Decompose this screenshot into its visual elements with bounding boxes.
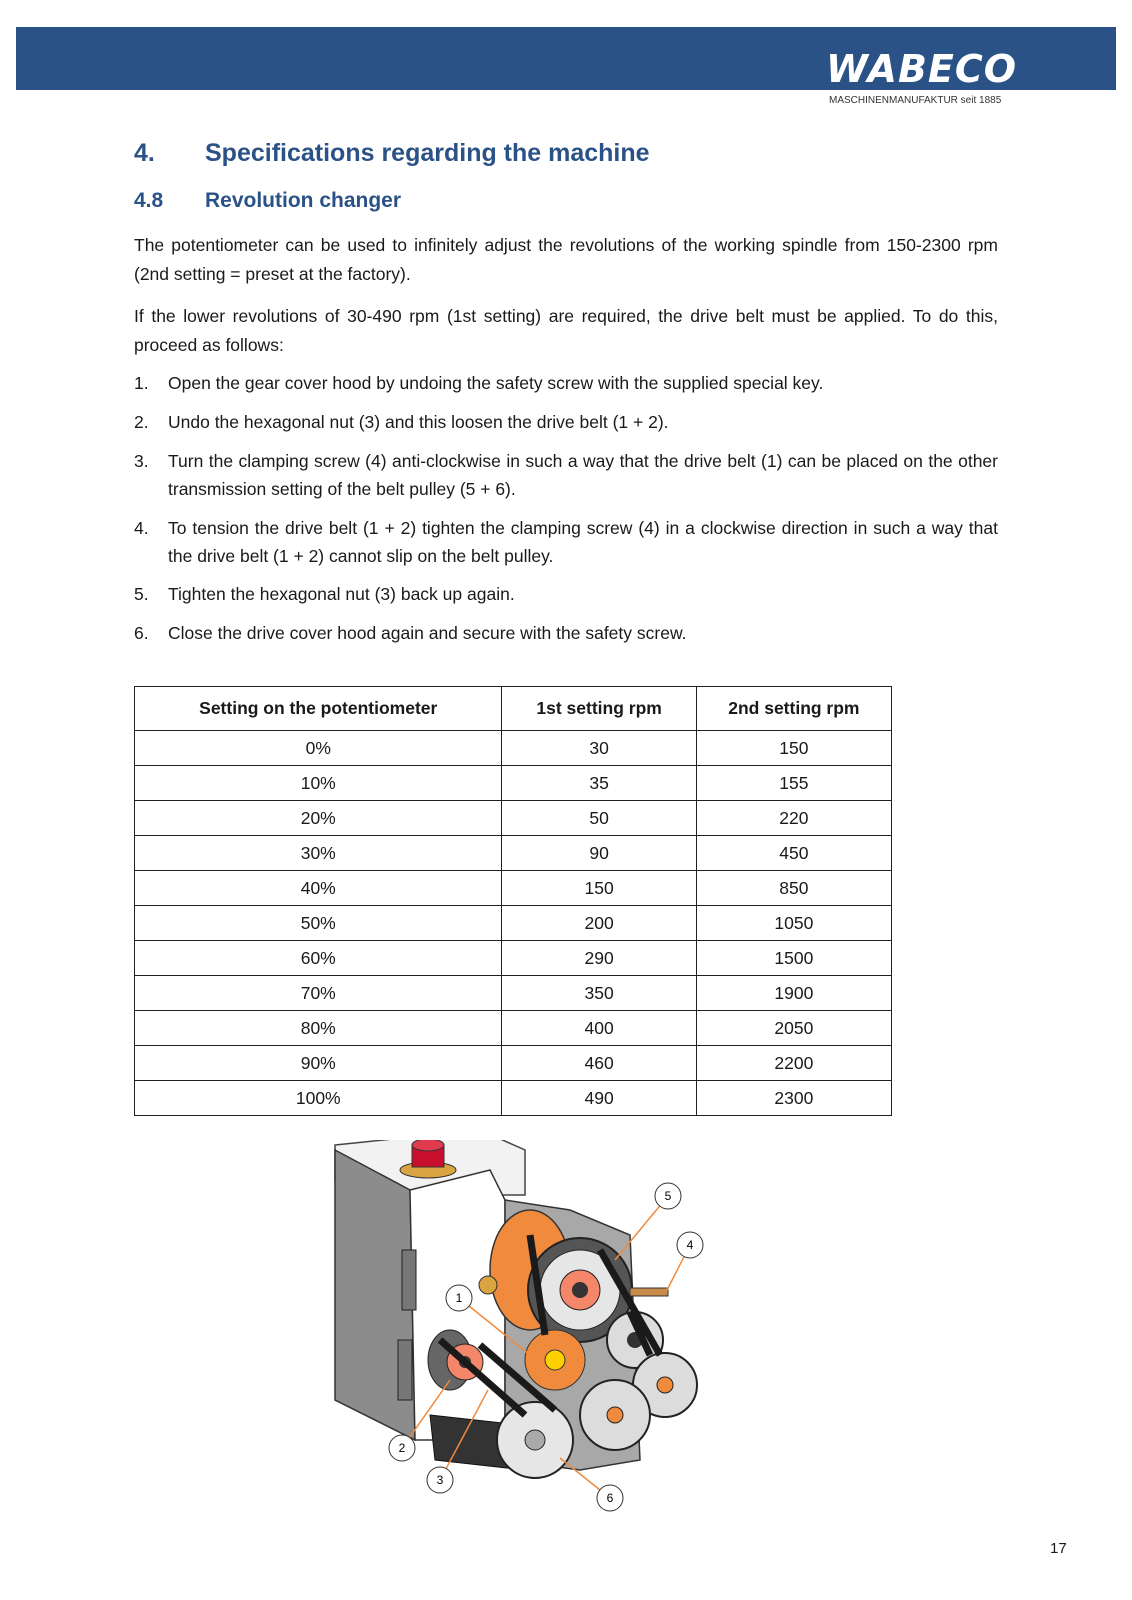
table-row xyxy=(135,801,892,836)
table-cell: 30% xyxy=(135,836,502,871)
table-cell: 30 xyxy=(502,731,696,766)
table-cell: 1900 xyxy=(696,976,891,1011)
column-header: Setting on the potentiometer xyxy=(135,687,502,731)
table-cell: 2300 xyxy=(696,1081,891,1116)
callout-label: 4 xyxy=(686,1238,694,1252)
step-number: 6. xyxy=(134,623,149,643)
table-cell: 2200 xyxy=(696,1046,891,1081)
table-cell: 2050 xyxy=(696,1011,891,1046)
step-text: Turn the clamping screw (4) anti-clockwise in such a way that the drive belt (1) can be placed on the other transmission setting of the belt pulley (5 + 6). xyxy=(168,451,998,499)
table-row xyxy=(135,906,892,941)
step-number: 4. xyxy=(134,518,149,538)
table-cell: 60% xyxy=(135,941,502,976)
table-cell: 450 xyxy=(696,836,891,871)
table-cell: 50% xyxy=(135,906,502,941)
table-cell: 1050 xyxy=(696,906,891,941)
callout-label: 1 xyxy=(455,1291,463,1305)
callout-label: 6 xyxy=(606,1491,614,1505)
page-number: 17 xyxy=(1050,1540,1067,1557)
wabeco-logo: WABECO xyxy=(826,47,1018,91)
table-row xyxy=(135,1081,892,1116)
column-header: 1st setting rpm xyxy=(502,687,696,731)
table-row xyxy=(135,976,892,1011)
step-number: 3. xyxy=(134,451,149,471)
table-cell: 70% xyxy=(135,976,502,1011)
table-cell: 0% xyxy=(135,731,502,766)
table-cell: 350 xyxy=(502,976,696,1011)
table-cell: 290 xyxy=(502,941,696,976)
step-number: 1. xyxy=(134,373,149,393)
table-cell: 490 xyxy=(502,1081,696,1116)
belt-drive-illustration xyxy=(330,1140,730,1540)
subsection-number: 4.8 xyxy=(134,189,164,212)
table-row xyxy=(135,766,892,801)
callout-4 xyxy=(677,1232,703,1258)
table-row xyxy=(135,1046,892,1081)
table-cell: 850 xyxy=(696,871,891,906)
column-header: 2nd setting rpm xyxy=(696,687,891,731)
step-text: Undo the hexagonal nut (3) and this loosen the drive belt (1 + 2). xyxy=(168,412,669,432)
rpm-settings-table xyxy=(134,686,892,1116)
table-cell: 460 xyxy=(502,1046,696,1081)
callout-3 xyxy=(427,1467,453,1493)
table-row xyxy=(135,871,892,906)
table-row xyxy=(135,941,892,976)
table-cell: 20% xyxy=(135,801,502,836)
step-text: To tension the drive belt (1 + 2) tighten the clamping screw (4) in a clockwise direction in such a way that the drive belt (1 + 2) cannot slip on the belt pulley. xyxy=(168,518,998,566)
table-cell: 90 xyxy=(502,836,696,871)
table-cell: 1500 xyxy=(696,941,891,976)
table-row xyxy=(135,836,892,871)
callout-label: 2 xyxy=(398,1441,406,1455)
step-text: Close the drive cover hood again and secure with the safety screw. xyxy=(168,623,687,643)
table-cell: 100% xyxy=(135,1081,502,1116)
subsection-title: Revolution changer xyxy=(205,189,402,212)
table-cell: 80% xyxy=(135,1011,502,1046)
table-cell: 155 xyxy=(696,766,891,801)
section-number: 4. xyxy=(134,139,155,167)
table-cell: 400 xyxy=(502,1011,696,1046)
table-cell: 50 xyxy=(502,801,696,836)
callout-label: 3 xyxy=(436,1473,444,1487)
table-cell: 40% xyxy=(135,871,502,906)
table-cell: 10% xyxy=(135,766,502,801)
table-cell: 220 xyxy=(696,801,891,836)
table-row xyxy=(135,1011,892,1046)
table-header-row xyxy=(135,687,892,731)
callout-5 xyxy=(655,1183,681,1209)
table-cell: 150 xyxy=(696,731,891,766)
step-text: Open the gear cover hood by undoing the safety screw with the supplied special key. xyxy=(168,373,824,393)
callout-6 xyxy=(597,1485,623,1511)
intro-paragraph: The potentiometer can be used to infinitely adjust the revolutions of the working spindle from 150-2300 rpm (2nd setting = preset at the factory). xyxy=(134,235,998,284)
callout-2 xyxy=(389,1435,415,1461)
callout-1 xyxy=(446,1285,472,1311)
logo-tagline: MASCHINENMANUFAKTUR seit 1885 xyxy=(829,95,1002,106)
table-cell: 200 xyxy=(502,906,696,941)
section-title: Specifications regarding the machine xyxy=(205,139,650,167)
table-row xyxy=(135,731,892,766)
step-number: 2. xyxy=(134,412,149,432)
table-cell: 35 xyxy=(502,766,696,801)
table-cell: 150 xyxy=(502,871,696,906)
lower-revolutions-paragraph: If the lower revolutions of 30-490 rpm (1st setting) are required, the drive belt must be applied. To do this, proceed as follows: xyxy=(134,306,998,355)
step-text: Tighten the hexagonal nut (3) back up again. xyxy=(168,584,515,604)
step-number: 5. xyxy=(134,584,149,604)
callout-label: 5 xyxy=(664,1189,672,1203)
table-cell: 90% xyxy=(135,1046,502,1081)
